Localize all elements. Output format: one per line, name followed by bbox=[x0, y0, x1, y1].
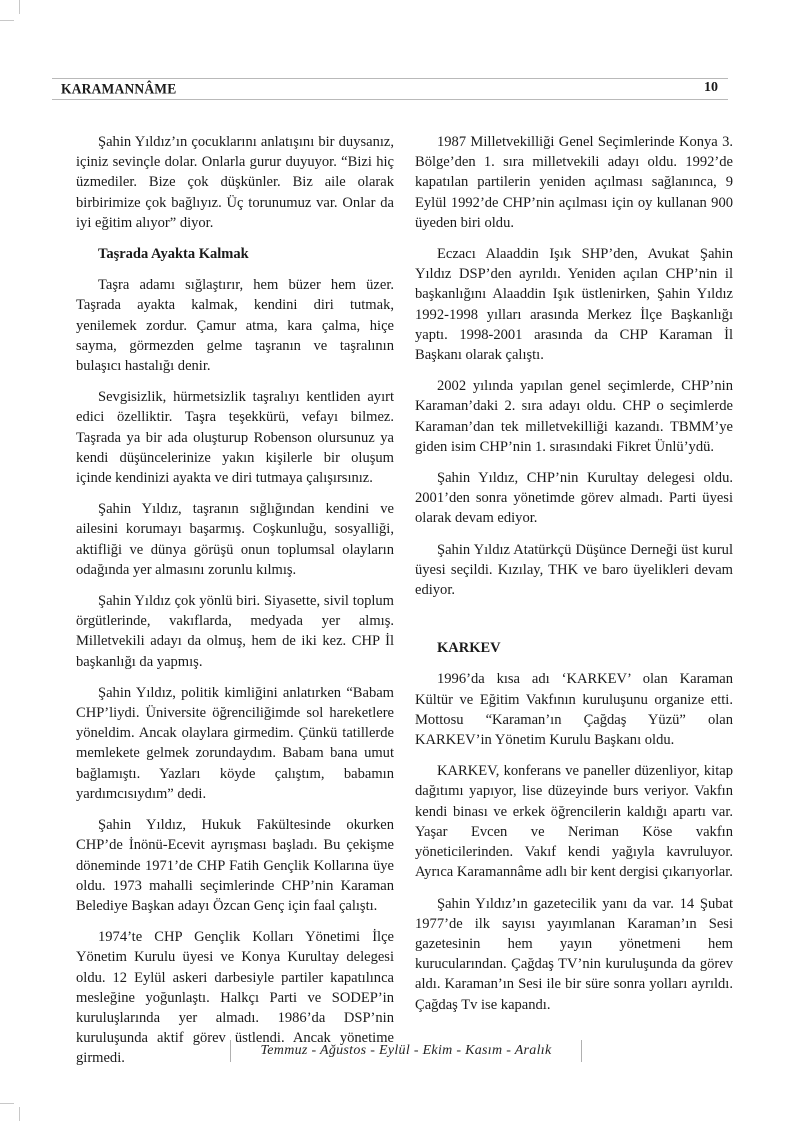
paragraph: Şahin Yıldız çok yönlü biri. Siyasette, sivil toplum örgütlerinde, vakıflarda, medyada yer almış. Milletvekili adayı da olmuş, hem de iki kez. CHP İl başkanlığı da yapmış. bbox=[76, 593, 394, 670]
section-heading: Taşrada Ayakta Kalmak bbox=[98, 246, 249, 263]
magazine-title: KARAMANNÂME bbox=[61, 80, 177, 97]
paragraph: Şahin Yıldız, Hukuk Fakültesinde okurken CHP’de İnönü-Ecevit ayrışması başladı. Bu çekişme döneminde 1971’de CHP Fatih Gençlik Kollarına üye oldu. 1973 mahalli seçimlerinde CHP’nin Karaman Belediye Başkan adayı Özcan Genç için faal çalıştı. bbox=[76, 817, 394, 914]
crop-mark-bottom-left-vertical bbox=[19, 1107, 20, 1121]
paragraph: 1987 Milletvekilliği Genel Seçimlerinde Konya 3. Bölge’den 1. sıra milletvekili adayı oldu. 1992’de kapatılan partilerin yeniden açılması sağlanınca, 9 Eylül 1992’de CHP’nin açılması için oy kullanan 900 üyeden biri oldu. bbox=[415, 134, 733, 231]
crop-mark-bottom-left-horizontal bbox=[0, 1103, 14, 1104]
issue-months: Temmuz - Ağustos - Eylül - Ekim - Kasım - Aralık bbox=[260, 1043, 552, 1058]
paragraph: Eczacı Alaaddin Işık SHP’den, Avukat Şahin Yıldız DSP’den ayrıldı. Yeniden açılan CHP’nin il başkanlığını Alaaddin Işık üstlenirken, Şahin Yıldız 1992-1998 yılları arasında Merkez İlçe Başkanlığı yaptı. 1998-2001 arasında da CHP Karaman İl Başkanı olarak çalıştı. bbox=[415, 246, 733, 364]
paragraph: Şahin Yıldız, taşranın sığlığından kendini ve ailesini korumayı başarmış. Coşkunluğu, sosyalliği, aktifliği ve dünya görüşü onun toplumsal olayların odağında yer almasını zorunlu kılmış. bbox=[76, 501, 394, 578]
paragraph: Şahin Yıldız’ın çocuklarını anlatışını bir duysanız, içiniz sevinçle dolar. Onlarla gurur duyuyor. “Bizi hiç üzmediler. Bize çok düşkünler. Biz aile olarak birbirimize çok bağlıyız. Üç torunumuz var. Onlar da iyi eğitim alıyor” diyor. bbox=[76, 134, 394, 231]
paragraph: Şahin Yıldız, politik kimliğini anlatırken “Babam CHP’liydi. Üniversite öğrenciliğimde sol hareketlere yöneldim. Ancak olaylara girmedim. Çünkü tatillerde memlekete gelmek zorundaydım. Babam bana umut bağlamıştı. Yazları köyde çalıştım, babamın yardımcısıydım” dedi. bbox=[76, 684, 394, 802]
paragraph: 1974’te CHP Gençlik Kolları Yönetimi İlçe Yönetim Kurulu üyesi ve Konya Kurultay delegesi oldu. 12 Eylül askeri darbesiyle partiler kapatılınca mesleğine yoğunlaştı. Halkçı Parti ve SODEP’in kuruluşlarında yer almadı. 1986’da DSP’nin kuruluşunda aktif görev üstlendi. Ancak yönetime girmedi. bbox=[76, 929, 394, 1067]
page-number: 10 bbox=[704, 80, 718, 95]
paragraph: Taşra adamı sığlaştırır, hem büzer hem üzer. Taşrada ayakta kalmak, kendini diri tutmak, yenilemek zordur. Çamur atma, kara çalma, hiçe sayma, görmezden gelme taşranın ve taşralının bulaşıcı hastalığı denir. bbox=[76, 277, 394, 375]
running-header bbox=[52, 78, 728, 100]
paragraph: 2002 yılında yapılan genel seçimlerde, CHP’nin Karaman’daki 2. sıra adayı oldu. CHP o seçimlerde Karaman’dan tek milletvekilliği kazandı. TBMM’ye giden isim CHP’nin 1. sırasındaki Fikret Ünlü’ydü. bbox=[415, 378, 733, 455]
paragraph: 1996’da kısa adı ‘KARKEV’ olan Karaman Kültür ve Eğitim Vakfının kuruluşunu organize etti. Mottosu “Karaman’ın Çağdaş Yüzü” olan KARKEV’in Yönetim Kurulu Başkanı oldu. bbox=[415, 671, 733, 749]
section-heading: KARKEV bbox=[437, 640, 501, 657]
crop-mark-top-left-horizontal bbox=[0, 20, 14, 21]
right-text-column bbox=[415, 132, 733, 1026]
paragraph: KARKEV, konferans ve paneller düzenliyor, kitap dağıtımı yapıyor, lise düzeyinde burs veriyor. Vakfın kendi binası ve erkek öğrencilerin kaldığı apartı var. Yaşar Evcen ve Neriman Köse vakfın yöneticilerinden. Vakıf kendi yağıyla kavruluyor. Ayrıca Karamannâme adlı bir kent dergisi çıkarıyorlar. bbox=[415, 763, 733, 881]
running-footer bbox=[230, 1040, 582, 1062]
left-text-column bbox=[76, 132, 394, 1080]
paragraph: Şahin Yıldız, CHP’nin Kurultay delegesi oldu. 2001’den sonra yönetimde görev almadı. Parti üyesi olarak devam ediyor. bbox=[415, 470, 733, 527]
crop-mark-top-left-vertical bbox=[19, 0, 20, 14]
paragraph: Şahin Yıldız Atatürkçü Düşünce Derneği üst kurul üyesi seçildi. Kızılay, THK ve baro üyelikleri devam ediyor. bbox=[415, 541, 733, 599]
paragraph: Şahin Yıldız’ın gazetecilik yanı da var. 14 Şubat 1977’de ilk sayısı yayımlanan Karaman’ın Sesi gazetesinin hem yayın yönetmeni hem kurucularından. Çağdaş TV’nin kuruluşunda da görev aldı. Karaman’ın Sesi ile bir süre sonra yolları ayrıldı. Çağdaş Tv ise kapandı. bbox=[415, 895, 733, 1013]
paragraph: Sevgisizlik, hürmetsizlik taşralıyı kentliden ayırt edici özelliktir. Taşra teşekkürü, vefayı bilmez. Taşrada ya bir ada oluşturup Robenson olursunuz ya kendi düşüncelerinize yakın kişilerle bir oluşum içinde kendinizi ayakta ve diri tutmaya çalışırsınız. bbox=[76, 389, 394, 487]
